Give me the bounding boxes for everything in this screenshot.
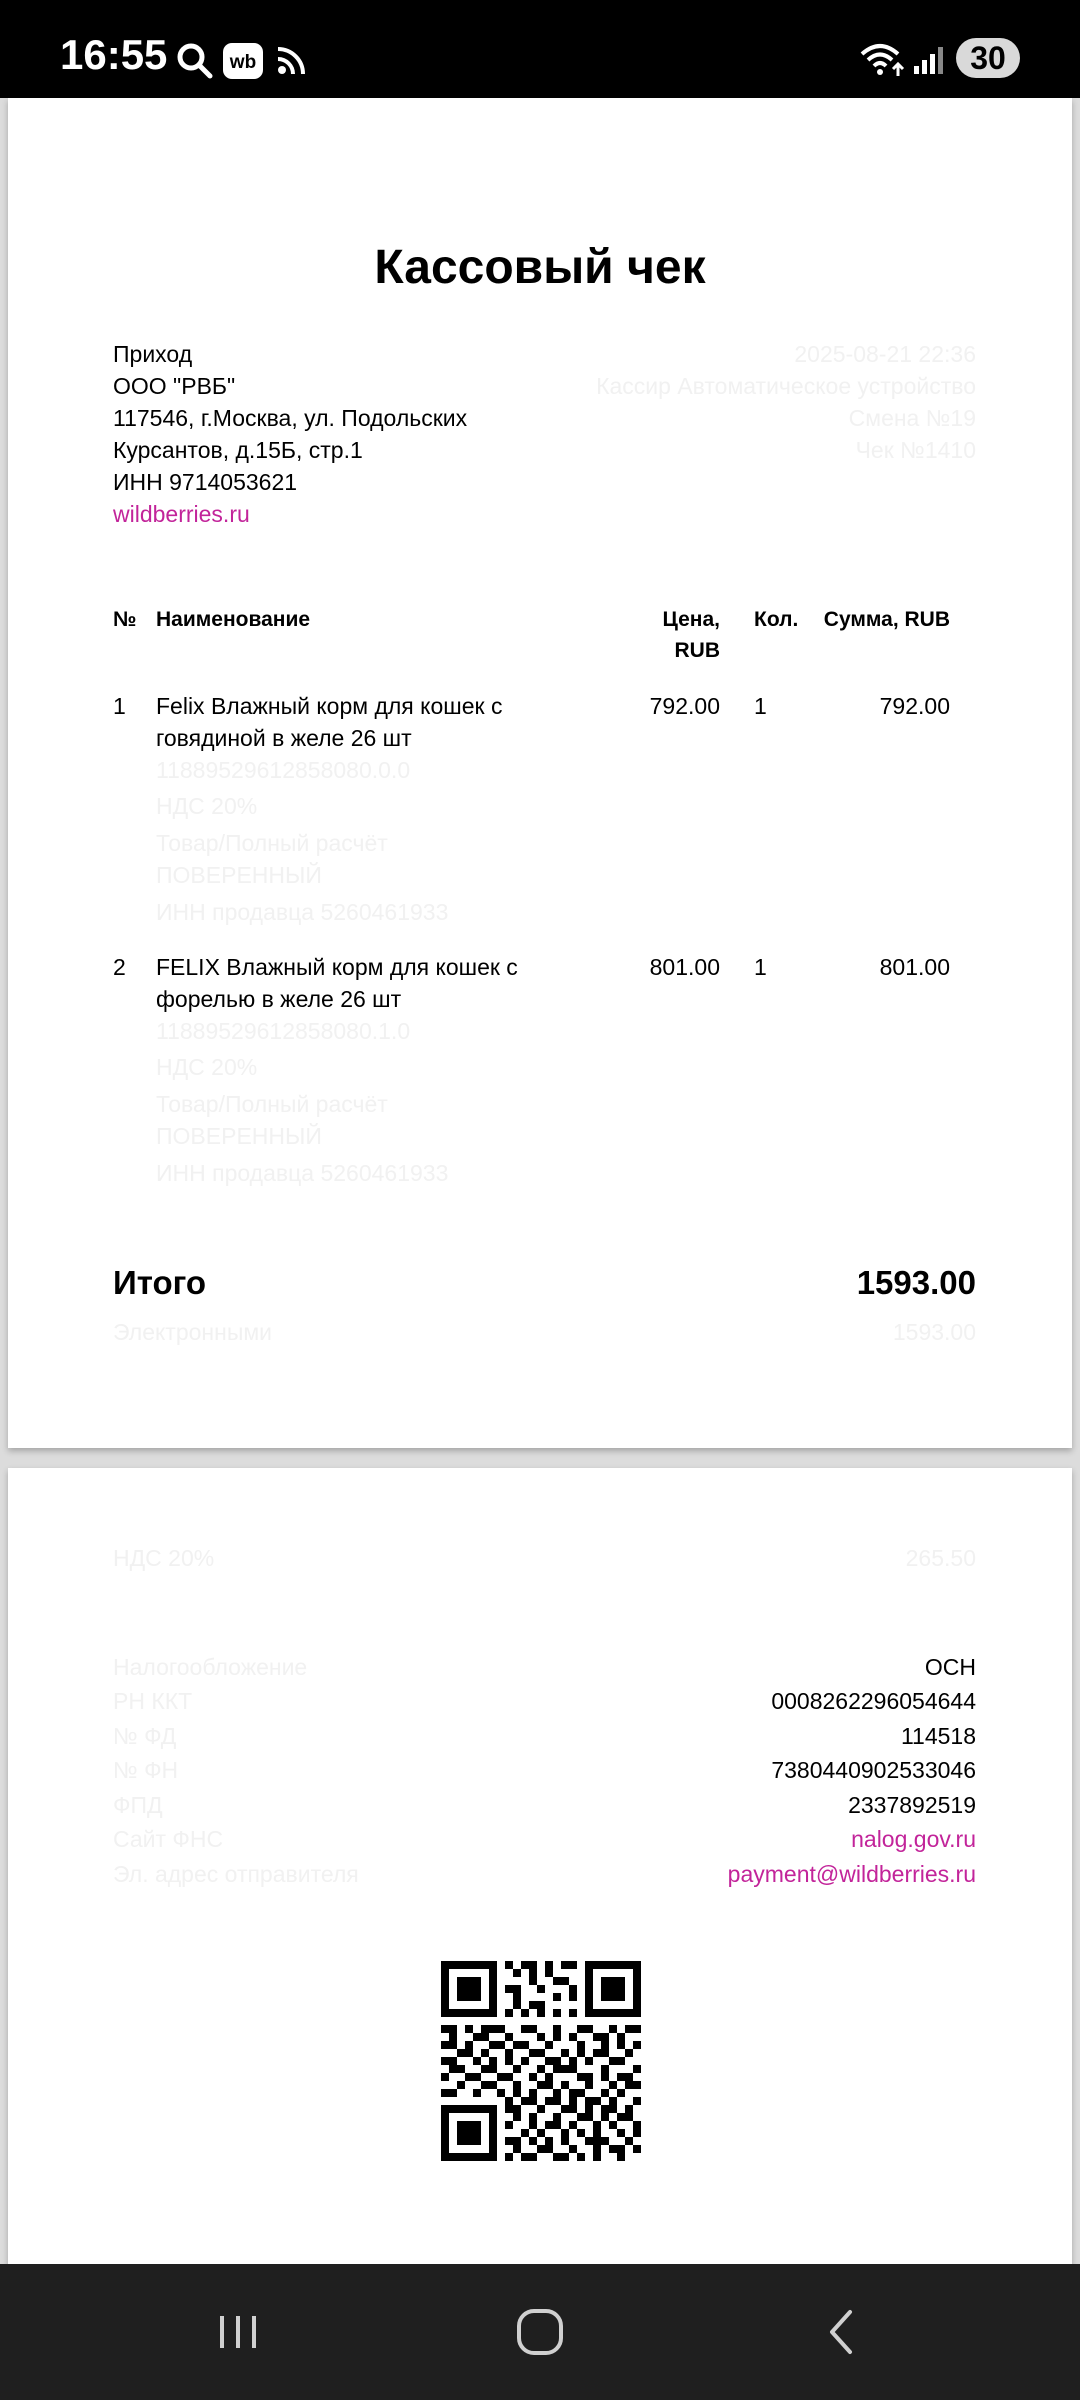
- item-num: 2: [113, 954, 126, 980]
- status-bar: [0, 0, 1080, 98]
- company-website-link[interactable]: wildberries.ru: [113, 501, 250, 527]
- electronic-payment-value: 1593.00: [892, 1319, 976, 1345]
- item-name-line1: Felix Влажный корм для кошек с: [156, 693, 503, 719]
- column-header-price: Цена,: [662, 608, 720, 631]
- svg-text:wb: wb: [229, 52, 257, 73]
- total-label: Итого: [113, 1264, 207, 1301]
- receipt-title: Кассовый чек: [374, 241, 706, 294]
- receipt-page-1: [8, 98, 1072, 1448]
- item-vat: НДС 20%: [156, 1054, 258, 1080]
- column-header-price-unit: RUB: [674, 639, 720, 662]
- item-qty: 1: [754, 693, 767, 719]
- fiscal-label-fns-site: Сайт ФНС: [113, 1826, 224, 1852]
- item-agent-type: ПОВЕРЕННЫЙ: [156, 1123, 322, 1149]
- item-price: 801.00: [649, 954, 720, 980]
- fiscal-value-fd: 114518: [900, 1723, 976, 1749]
- sender-email-link[interactable]: payment@wildberries.ru: [727, 1861, 976, 1887]
- company-name: ООО "РВБ": [113, 373, 236, 399]
- company-inn: ИНН 9714053621: [113, 469, 298, 495]
- qr-code: [441, 1961, 641, 2161]
- column-header-sum: Сумма, RUB: [823, 608, 950, 631]
- column-header-qty: Кол.: [754, 608, 799, 631]
- item-vat: НДС 20%: [156, 793, 258, 819]
- navigation-bar: [0, 2264, 1080, 2400]
- company-address-line2: Курсантов, д.15Б, стр.1: [113, 437, 363, 463]
- receipt-number: Чек №1410: [855, 437, 976, 463]
- receipt-page-2: [8, 1468, 1072, 2268]
- status-time: 16:55: [60, 31, 168, 78]
- item-payment-type: Товар/Полный расчёт: [156, 1091, 388, 1117]
- shift-number: Смена №19: [848, 405, 976, 431]
- fiscal-label-taxation: Налогообложение: [113, 1654, 308, 1680]
- fiscal-label-fn: № ФН: [113, 1757, 179, 1783]
- item-seller-inn: ИНН продавца 5260461933: [156, 899, 449, 925]
- fiscal-value-fpd: 2337892519: [848, 1792, 976, 1818]
- home-icon[interactable]: [510, 2302, 570, 2362]
- item-qty: 1: [754, 954, 767, 980]
- cashier: Кассир Автоматическое устройство: [596, 373, 976, 399]
- signal-icon: [912, 44, 944, 76]
- column-header-num: №: [113, 608, 137, 631]
- item-code: 11889529612858080.0.0: [156, 757, 411, 783]
- item-payment-type: Товар/Полный расчёт: [156, 830, 388, 856]
- cast-icon: [276, 46, 306, 76]
- battery-indicator: 30: [956, 38, 1020, 78]
- item-seller-inn: ИНН продавца 5260461933: [156, 1160, 449, 1186]
- item-agent-type: ПОВЕРЕННЫЙ: [156, 862, 322, 888]
- fiscal-label-fd: № ФД: [113, 1723, 177, 1749]
- item-name-line1: FELIX Влажный корм для кошек с: [156, 954, 518, 980]
- column-header-name: Наименование: [156, 608, 311, 631]
- fiscal-value-fn: 7380440902533046: [771, 1757, 976, 1783]
- wifi-icon: [858, 40, 908, 80]
- vat-total-label: НДС 20%: [113, 1545, 215, 1571]
- operation-type: Приход: [113, 341, 193, 367]
- company-address-line1: 117546, г.Москва, ул. Подольских: [113, 405, 468, 431]
- electronic-payment-label: Электронными: [113, 1319, 273, 1345]
- item-code: 11889529612858080.1.0: [156, 1018, 411, 1044]
- search-icon: [176, 42, 214, 80]
- vat-total-value: 265.50: [905, 1545, 976, 1571]
- fiscal-value-taxation: ОСН: [924, 1654, 976, 1680]
- wb-app-icon: [222, 42, 264, 80]
- receipt-datetime: 2025-08-21 22:36: [794, 341, 976, 367]
- total-value: 1593.00: [856, 1264, 976, 1301]
- item-price: 792.00: [649, 693, 720, 719]
- item-name-line2: форелью в желе 26 шт: [156, 986, 402, 1012]
- item-num: 1: [113, 693, 126, 719]
- fns-site-link[interactable]: nalog.gov.ru: [851, 1826, 976, 1852]
- item-name-line2: говядиной в желе 26 шт: [156, 725, 412, 751]
- item-sum: 801.00: [879, 954, 950, 980]
- back-icon[interactable]: [812, 2302, 872, 2362]
- item-sum: 792.00: [879, 693, 950, 719]
- fiscal-value-kkt: 0008262296054644: [771, 1688, 976, 1714]
- fiscal-label-kkt: РН ККТ: [113, 1688, 193, 1714]
- fiscal-label-fpd: ФПД: [113, 1792, 163, 1818]
- fiscal-label-sender-email: Эл. адрес отправителя: [113, 1861, 359, 1887]
- recents-icon[interactable]: [208, 2302, 268, 2362]
